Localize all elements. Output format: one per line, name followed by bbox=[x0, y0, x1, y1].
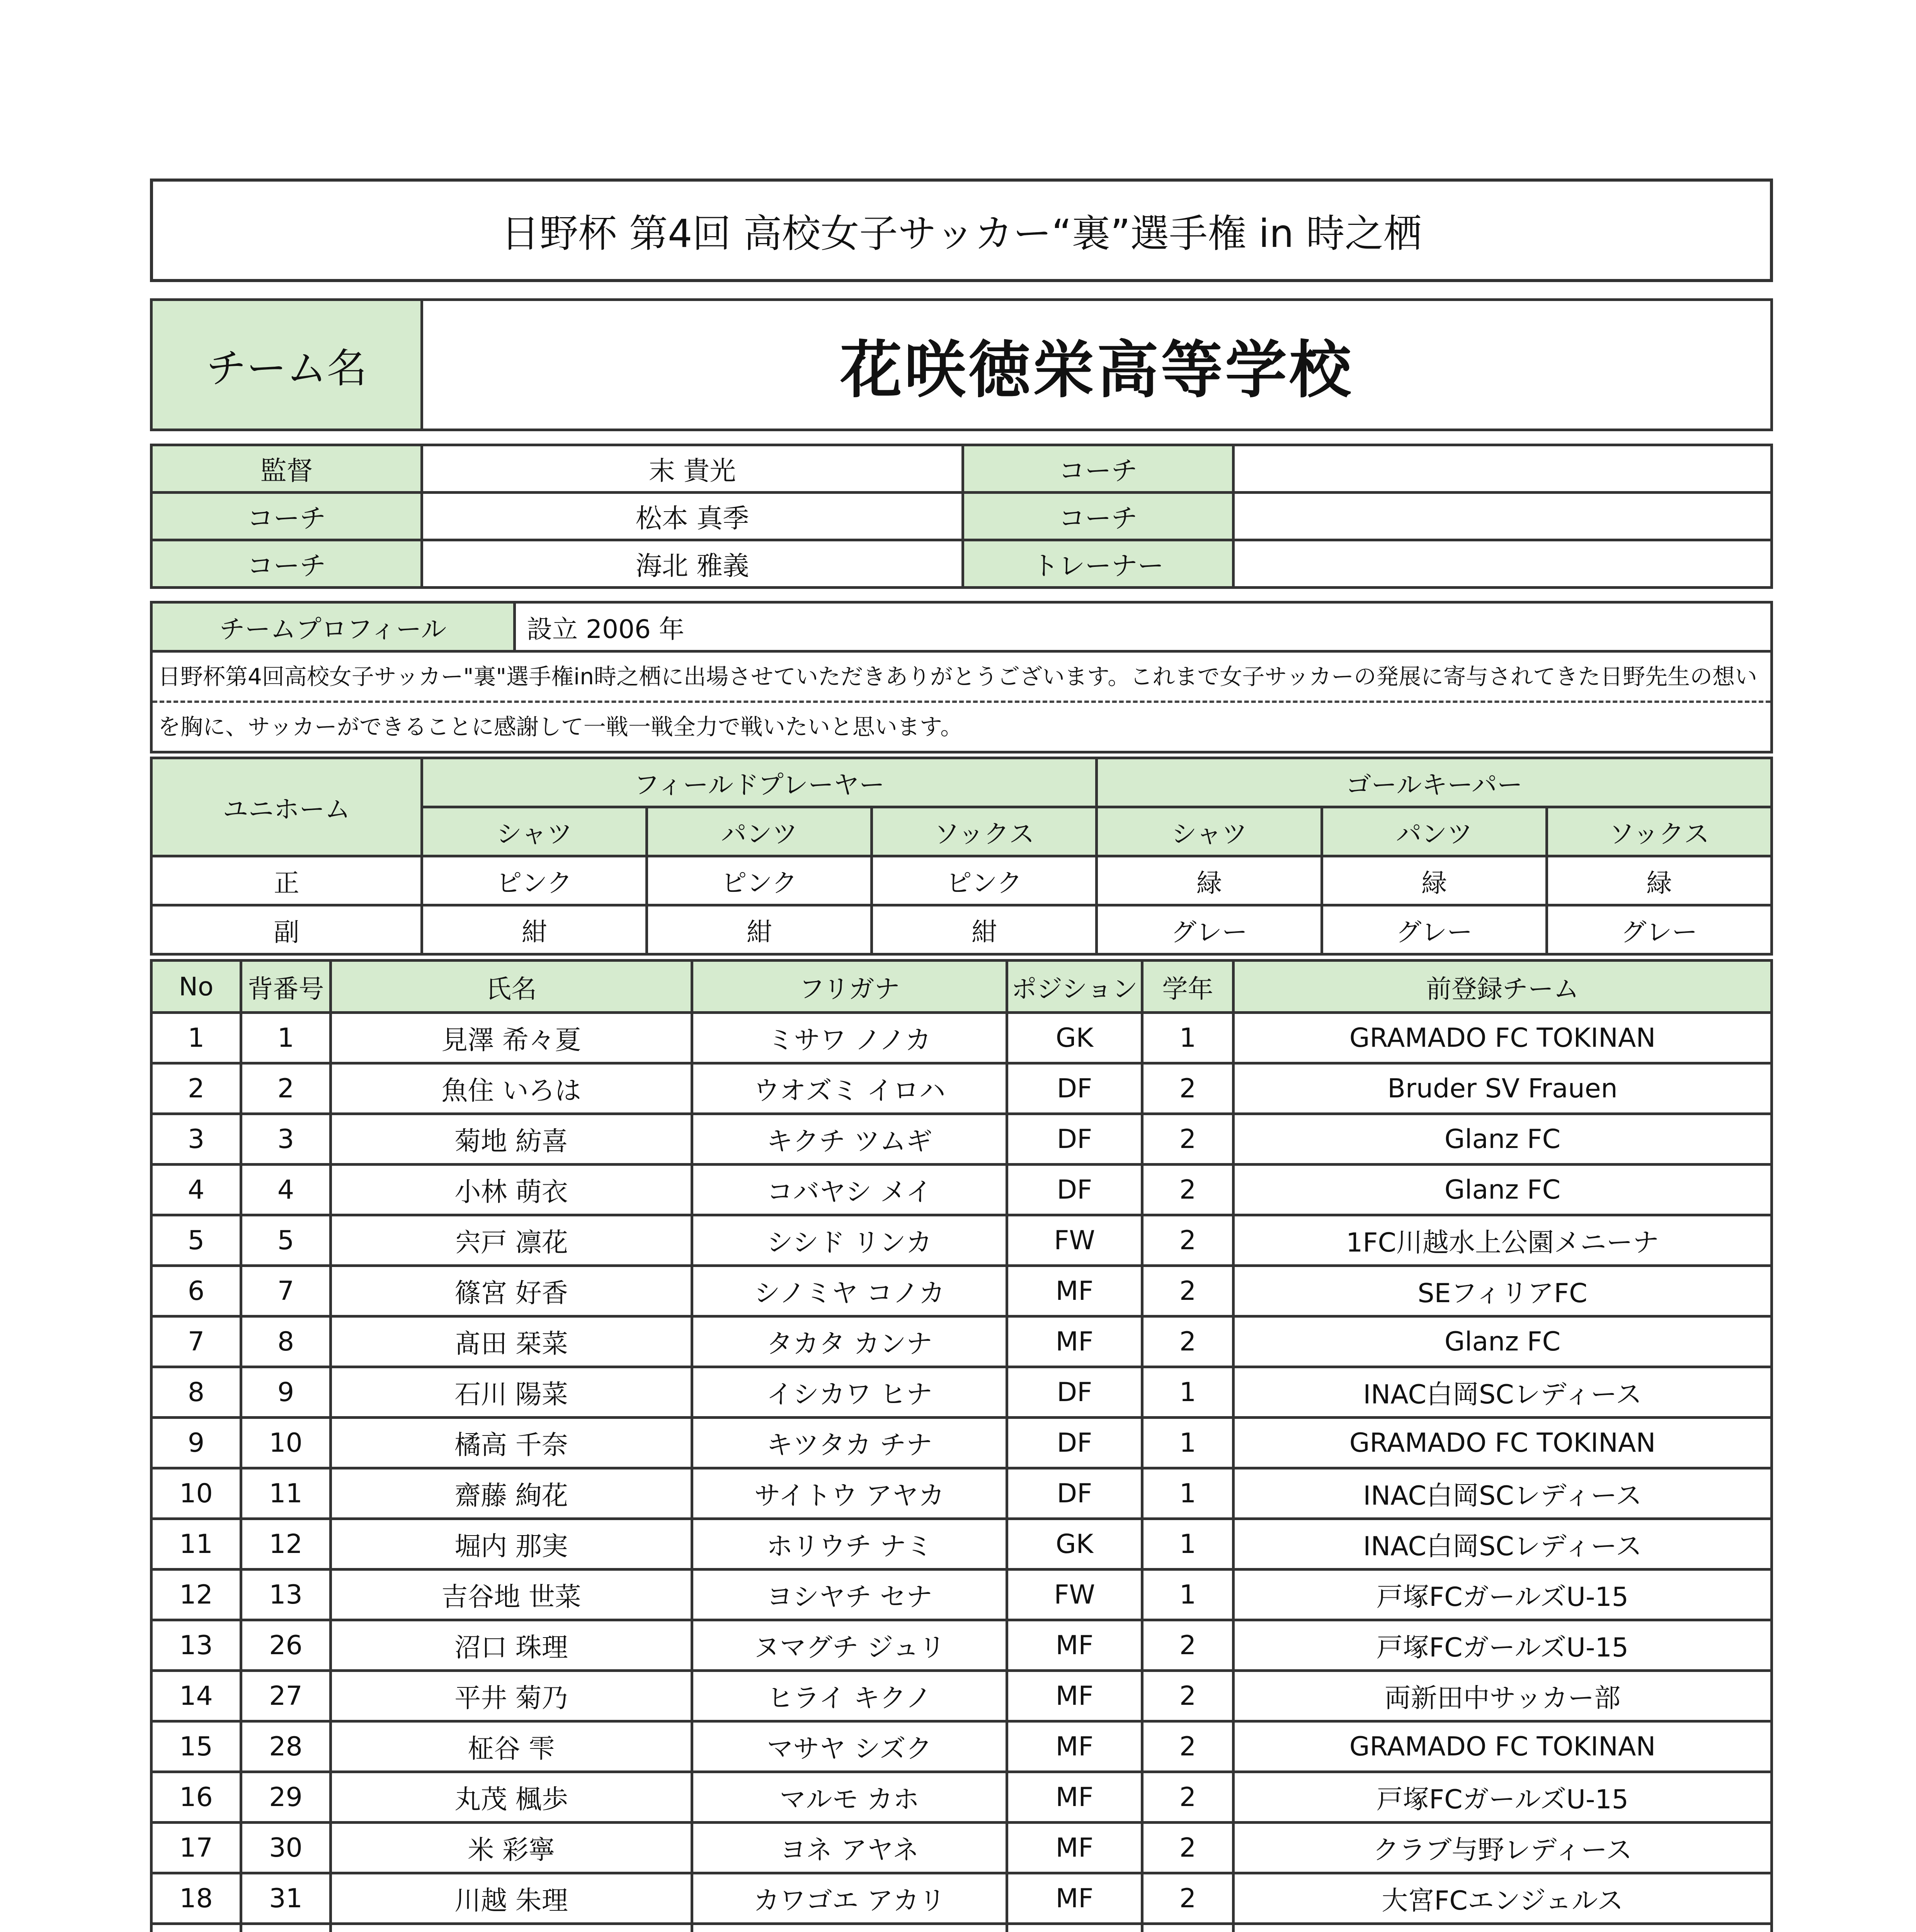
field-player-label: フィールドプレーヤー bbox=[422, 758, 1097, 807]
uniform-color: ピンク bbox=[647, 856, 872, 905]
table-row bbox=[151, 1367, 1772, 1418]
player-name: 平井 菊乃 bbox=[331, 1671, 692, 1721]
staff-row bbox=[151, 540, 1772, 588]
player-position: MF bbox=[1007, 1873, 1142, 1924]
previous-team: 戸塚FCガールズU-15 bbox=[1234, 1620, 1772, 1671]
staff-row bbox=[151, 445, 1772, 493]
staff-name bbox=[1234, 540, 1772, 588]
player-name: 丸茂 楓歩 bbox=[331, 1772, 692, 1823]
table-row bbox=[151, 1215, 1772, 1266]
player-grade: 2 bbox=[1142, 1266, 1234, 1316]
player-name: 川越 朱理 bbox=[331, 1873, 692, 1924]
player-grade: 1 bbox=[1142, 1367, 1234, 1418]
shirt-number: 29 bbox=[241, 1772, 331, 1823]
player-name: 髙田 栞菜 bbox=[331, 1316, 692, 1367]
shirt-number: 26 bbox=[241, 1620, 331, 1671]
profile-line: 日野杯第4回高校女子サッカー"裏"選手権in時之栖に出場させていただきありがとうございます。これまで女子サッカーの発展に寄与されてきた日野先生の想い bbox=[153, 653, 1770, 703]
uniform-column-header: パンツ bbox=[647, 807, 872, 856]
uniform-column-header: パンツ bbox=[1322, 807, 1547, 856]
staff-role: コーチ bbox=[151, 493, 422, 540]
shirt-number: 4 bbox=[241, 1165, 331, 1215]
previous-team: GRAMADO FC TOKINAN bbox=[1234, 1013, 1772, 1063]
player-name: 吉谷地 世菜 bbox=[331, 1570, 692, 1620]
uniform-label: ユニホーム bbox=[151, 758, 422, 856]
staff-row bbox=[151, 493, 1772, 540]
roster-column-header: 学年 bbox=[1142, 961, 1234, 1013]
shirt-number: 13 bbox=[241, 1570, 331, 1620]
player-furigana: シシド リンカ bbox=[692, 1215, 1007, 1266]
player-name: 堀内 那実 bbox=[331, 1519, 692, 1570]
player-no: 17 bbox=[151, 1823, 241, 1873]
established-year: 設立 2006 年 bbox=[515, 602, 1772, 651]
table-row bbox=[151, 1468, 1772, 1519]
shirt-number bbox=[241, 1924, 331, 1932]
player-furigana: マルモ カホ bbox=[692, 1772, 1007, 1823]
previous-team: Glanz FC bbox=[1234, 1316, 1772, 1367]
uniform-color: 緑 bbox=[1547, 856, 1771, 905]
player-no: 12 bbox=[151, 1570, 241, 1620]
table-row bbox=[151, 1873, 1772, 1924]
player-position: DF bbox=[1007, 1165, 1142, 1215]
player-no bbox=[151, 1924, 241, 1932]
player-no: 4 bbox=[151, 1165, 241, 1215]
player-furigana: シノミヤ コノカ bbox=[692, 1266, 1007, 1316]
uniform-column-header: ソックス bbox=[1547, 807, 1771, 856]
staff-name: 海北 雅義 bbox=[422, 540, 963, 588]
player-name: 小林 萌衣 bbox=[331, 1165, 692, 1215]
shirt-number: 8 bbox=[241, 1316, 331, 1367]
player-position: FW bbox=[1007, 1215, 1142, 1266]
uniform-row-label: 副 bbox=[151, 905, 422, 954]
shirt-number: 30 bbox=[241, 1823, 331, 1873]
title-text: 日野杯 第4回 高校女子サッカー“裏”選手権 in 時之栖 bbox=[501, 211, 1422, 256]
player-name: 篠宮 好香 bbox=[331, 1266, 692, 1316]
profile-message bbox=[150, 653, 1773, 753]
player-name: 沼口 珠理 bbox=[331, 1620, 692, 1671]
uniform-column-header: ソックス bbox=[872, 807, 1097, 856]
player-furigana: イシカワ ヒナ bbox=[692, 1367, 1007, 1418]
player-name: 柾谷 雫 bbox=[331, 1721, 692, 1772]
player-grade: 2 bbox=[1142, 1063, 1234, 1114]
player-position: MF bbox=[1007, 1721, 1142, 1772]
uniform-color: グレー bbox=[1097, 905, 1322, 954]
roster-column-header: フリガナ bbox=[692, 961, 1007, 1013]
player-position: GK bbox=[1007, 1519, 1142, 1570]
table-row bbox=[151, 1721, 1772, 1772]
player-furigana: ヨネ アヤネ bbox=[692, 1823, 1007, 1873]
player-position: DF bbox=[1007, 1367, 1142, 1418]
previous-team: Bruder SV Frauen bbox=[1234, 1063, 1772, 1114]
player-no: 13 bbox=[151, 1620, 241, 1671]
uniform-color: 緑 bbox=[1322, 856, 1547, 905]
profile-label: チームプロフィール bbox=[151, 602, 515, 651]
player-no: 1 bbox=[151, 1013, 241, 1063]
player-grade: 2 bbox=[1142, 1165, 1234, 1215]
player-grade: 1 bbox=[1142, 1519, 1234, 1570]
player-furigana bbox=[692, 1924, 1007, 1932]
player-position: GK bbox=[1007, 1013, 1142, 1063]
table-row bbox=[151, 1165, 1772, 1215]
table-row bbox=[151, 1570, 1772, 1620]
shirt-number: 27 bbox=[241, 1671, 331, 1721]
player-no: 5 bbox=[151, 1215, 241, 1266]
player-no: 2 bbox=[151, 1063, 241, 1114]
player-name bbox=[331, 1924, 692, 1932]
table-row bbox=[151, 1924, 1772, 1932]
player-no: 18 bbox=[151, 1873, 241, 1924]
player-furigana: コバヤシ メイ bbox=[692, 1165, 1007, 1215]
previous-team: 大宮FCエンジェルス bbox=[1234, 1873, 1772, 1924]
player-no: 9 bbox=[151, 1418, 241, 1468]
player-position: DF bbox=[1007, 1063, 1142, 1114]
player-grade: 2 bbox=[1142, 1114, 1234, 1165]
player-no: 3 bbox=[151, 1114, 241, 1165]
previous-team: 戸塚FCガールズU-15 bbox=[1234, 1772, 1772, 1823]
staff-name: 松本 真季 bbox=[422, 493, 963, 540]
uniform-color: ピンク bbox=[872, 856, 1097, 905]
previous-team: GRAMADO FC TOKINAN bbox=[1234, 1721, 1772, 1772]
player-grade: 2 bbox=[1142, 1215, 1234, 1266]
page-title bbox=[150, 179, 1773, 282]
uniform-section bbox=[150, 757, 1773, 956]
table-row bbox=[151, 1519, 1772, 1570]
player-position: DF bbox=[1007, 1114, 1142, 1165]
previous-team: 1FC川越水上公園メニーナ bbox=[1234, 1215, 1772, 1266]
player-position: MF bbox=[1007, 1772, 1142, 1823]
player-grade: 1 bbox=[1142, 1013, 1234, 1063]
table-row bbox=[151, 1063, 1772, 1114]
shirt-number: 10 bbox=[241, 1418, 331, 1468]
table-row bbox=[151, 1671, 1772, 1721]
roster-section bbox=[150, 959, 1773, 1932]
player-furigana: ウオズミ イロハ bbox=[692, 1063, 1007, 1114]
previous-team: Glanz FC bbox=[1234, 1114, 1772, 1165]
player-no: 7 bbox=[151, 1316, 241, 1367]
table-row bbox=[151, 1772, 1772, 1823]
player-furigana: ホリウチ ナミ bbox=[692, 1519, 1007, 1570]
shirt-number: 7 bbox=[241, 1266, 331, 1316]
player-name: 魚住 いろは bbox=[331, 1063, 692, 1114]
player-grade: 2 bbox=[1142, 1316, 1234, 1367]
previous-team: SEフィリアFC bbox=[1234, 1266, 1772, 1316]
shirt-number: 2 bbox=[241, 1063, 331, 1114]
table-row bbox=[151, 1114, 1772, 1165]
player-furigana: ヨシヤチ セナ bbox=[692, 1570, 1007, 1620]
uniform-column-header: シャツ bbox=[422, 807, 647, 856]
uniform-row-label: 正 bbox=[151, 856, 422, 905]
player-grade bbox=[1142, 1924, 1234, 1932]
team-name-section bbox=[150, 298, 1773, 431]
player-furigana: サイトウ アヤカ bbox=[692, 1468, 1007, 1519]
staff-role: コーチ bbox=[151, 540, 422, 588]
player-name: 石川 陽菜 bbox=[331, 1367, 692, 1418]
uniform-row bbox=[151, 856, 1772, 905]
player-position: MF bbox=[1007, 1671, 1142, 1721]
player-position: DF bbox=[1007, 1468, 1142, 1519]
uniform-row bbox=[151, 905, 1772, 954]
roster-column-header: 氏名 bbox=[331, 961, 692, 1013]
player-name: 菊地 紡喜 bbox=[331, 1114, 692, 1165]
shirt-number: 11 bbox=[241, 1468, 331, 1519]
uniform-rows bbox=[151, 856, 1772, 954]
player-position: MF bbox=[1007, 1620, 1142, 1671]
previous-team: GRAMADO FC TOKINAN bbox=[1234, 1418, 1772, 1468]
uniform-color: ピンク bbox=[422, 856, 647, 905]
player-position: DF bbox=[1007, 1418, 1142, 1468]
player-no: 6 bbox=[151, 1266, 241, 1316]
uniform-color: 紺 bbox=[647, 905, 872, 954]
player-grade: 1 bbox=[1142, 1468, 1234, 1519]
player-position: MF bbox=[1007, 1823, 1142, 1873]
table-row bbox=[151, 1418, 1772, 1468]
roster-header-row bbox=[151, 961, 1772, 1013]
player-grade: 2 bbox=[1142, 1772, 1234, 1823]
table-row bbox=[151, 1013, 1772, 1063]
player-no: 11 bbox=[151, 1519, 241, 1570]
shirt-number: 3 bbox=[241, 1114, 331, 1165]
player-no: 15 bbox=[151, 1721, 241, 1772]
player-no: 8 bbox=[151, 1367, 241, 1418]
player-grade: 1 bbox=[1142, 1570, 1234, 1620]
shirt-number: 9 bbox=[241, 1367, 331, 1418]
player-position bbox=[1007, 1924, 1142, 1932]
player-no: 16 bbox=[151, 1772, 241, 1823]
player-name: 宍戸 凛花 bbox=[331, 1215, 692, 1266]
previous-team: INAC白岡SCレディース bbox=[1234, 1367, 1772, 1418]
player-no: 10 bbox=[151, 1468, 241, 1519]
shirt-number: 1 bbox=[241, 1013, 331, 1063]
staff-table bbox=[151, 445, 1772, 588]
uniform-color: グレー bbox=[1322, 905, 1547, 954]
player-name: 米 彩寧 bbox=[331, 1823, 692, 1873]
staff-role: 監督 bbox=[151, 445, 422, 493]
uniform-color: 緑 bbox=[1097, 856, 1322, 905]
player-furigana: ミサワ ノノカ bbox=[692, 1013, 1007, 1063]
table-row bbox=[151, 1316, 1772, 1367]
previous-team bbox=[1234, 1924, 1772, 1932]
player-name: 橘高 千奈 bbox=[331, 1418, 692, 1468]
roster-table bbox=[151, 1013, 1772, 1932]
player-furigana: キツタカ チナ bbox=[692, 1418, 1007, 1468]
table-row bbox=[151, 1823, 1772, 1873]
player-position: MF bbox=[1007, 1316, 1142, 1367]
player-position: FW bbox=[1007, 1570, 1142, 1620]
player-grade: 2 bbox=[1142, 1823, 1234, 1873]
player-no: 14 bbox=[151, 1671, 241, 1721]
previous-team: INAC白岡SCレディース bbox=[1234, 1468, 1772, 1519]
staff-role: コーチ bbox=[963, 445, 1234, 493]
staff-section bbox=[150, 444, 1773, 589]
shirt-number: 31 bbox=[241, 1873, 331, 1924]
player-grade: 2 bbox=[1142, 1620, 1234, 1671]
shirt-number: 28 bbox=[241, 1721, 331, 1772]
team-profile-section bbox=[150, 601, 1773, 753]
staff-name bbox=[1234, 493, 1772, 540]
player-position: MF bbox=[1007, 1266, 1142, 1316]
uniform-color: 紺 bbox=[872, 905, 1097, 954]
player-grade: 2 bbox=[1142, 1873, 1234, 1924]
shirt-number: 5 bbox=[241, 1215, 331, 1266]
staff-role: コーチ bbox=[963, 493, 1234, 540]
player-furigana: カワゴエ アカリ bbox=[692, 1873, 1007, 1924]
roster-column-header: 前登録チーム bbox=[1234, 961, 1772, 1013]
staff-role: トレーナー bbox=[963, 540, 1234, 588]
player-name: 見澤 希々夏 bbox=[331, 1013, 692, 1063]
staff-name bbox=[1234, 445, 1772, 493]
staff-name: 末 貴光 bbox=[422, 445, 963, 493]
uniform-color: グレー bbox=[1547, 905, 1771, 954]
player-furigana: タカタ カンナ bbox=[692, 1316, 1007, 1367]
team-name-label: チーム名 bbox=[151, 300, 422, 430]
table-row bbox=[151, 1620, 1772, 1671]
uniform-color: 紺 bbox=[422, 905, 647, 954]
player-furigana: ヒライ キクノ bbox=[692, 1671, 1007, 1721]
previous-team: Glanz FC bbox=[1234, 1165, 1772, 1215]
previous-team: 戸塚FCガールズU-15 bbox=[1234, 1570, 1772, 1620]
uniform-column-header: シャツ bbox=[1097, 807, 1322, 856]
previous-team: INAC白岡SCレディース bbox=[1234, 1519, 1772, 1570]
player-grade: 2 bbox=[1142, 1721, 1234, 1772]
table-row bbox=[151, 1266, 1772, 1316]
player-furigana: マサヤ シズク bbox=[692, 1721, 1007, 1772]
player-grade: 1 bbox=[1142, 1418, 1234, 1468]
roster-column-header: ポジション bbox=[1007, 961, 1142, 1013]
shirt-number: 12 bbox=[241, 1519, 331, 1570]
roster-column-header: 背番号 bbox=[241, 961, 331, 1013]
goalkeeper-label: ゴールキーパー bbox=[1097, 758, 1772, 807]
player-grade: 2 bbox=[1142, 1671, 1234, 1721]
previous-team: クラブ与野レディース bbox=[1234, 1823, 1772, 1873]
previous-team: 両新田中サッカー部 bbox=[1234, 1671, 1772, 1721]
team-name: 花咲徳栄高等学校 bbox=[422, 300, 1772, 430]
player-furigana: キクチ ツムギ bbox=[692, 1114, 1007, 1165]
roster-column-header: No bbox=[151, 961, 241, 1013]
player-furigana: ヌマグチ ジュリ bbox=[692, 1620, 1007, 1671]
profile-line: を胸に、サッカーができることに感謝して一戦一戦全力で戦いたいと思います。 bbox=[158, 714, 963, 740]
player-name: 齋藤 絢花 bbox=[331, 1468, 692, 1519]
